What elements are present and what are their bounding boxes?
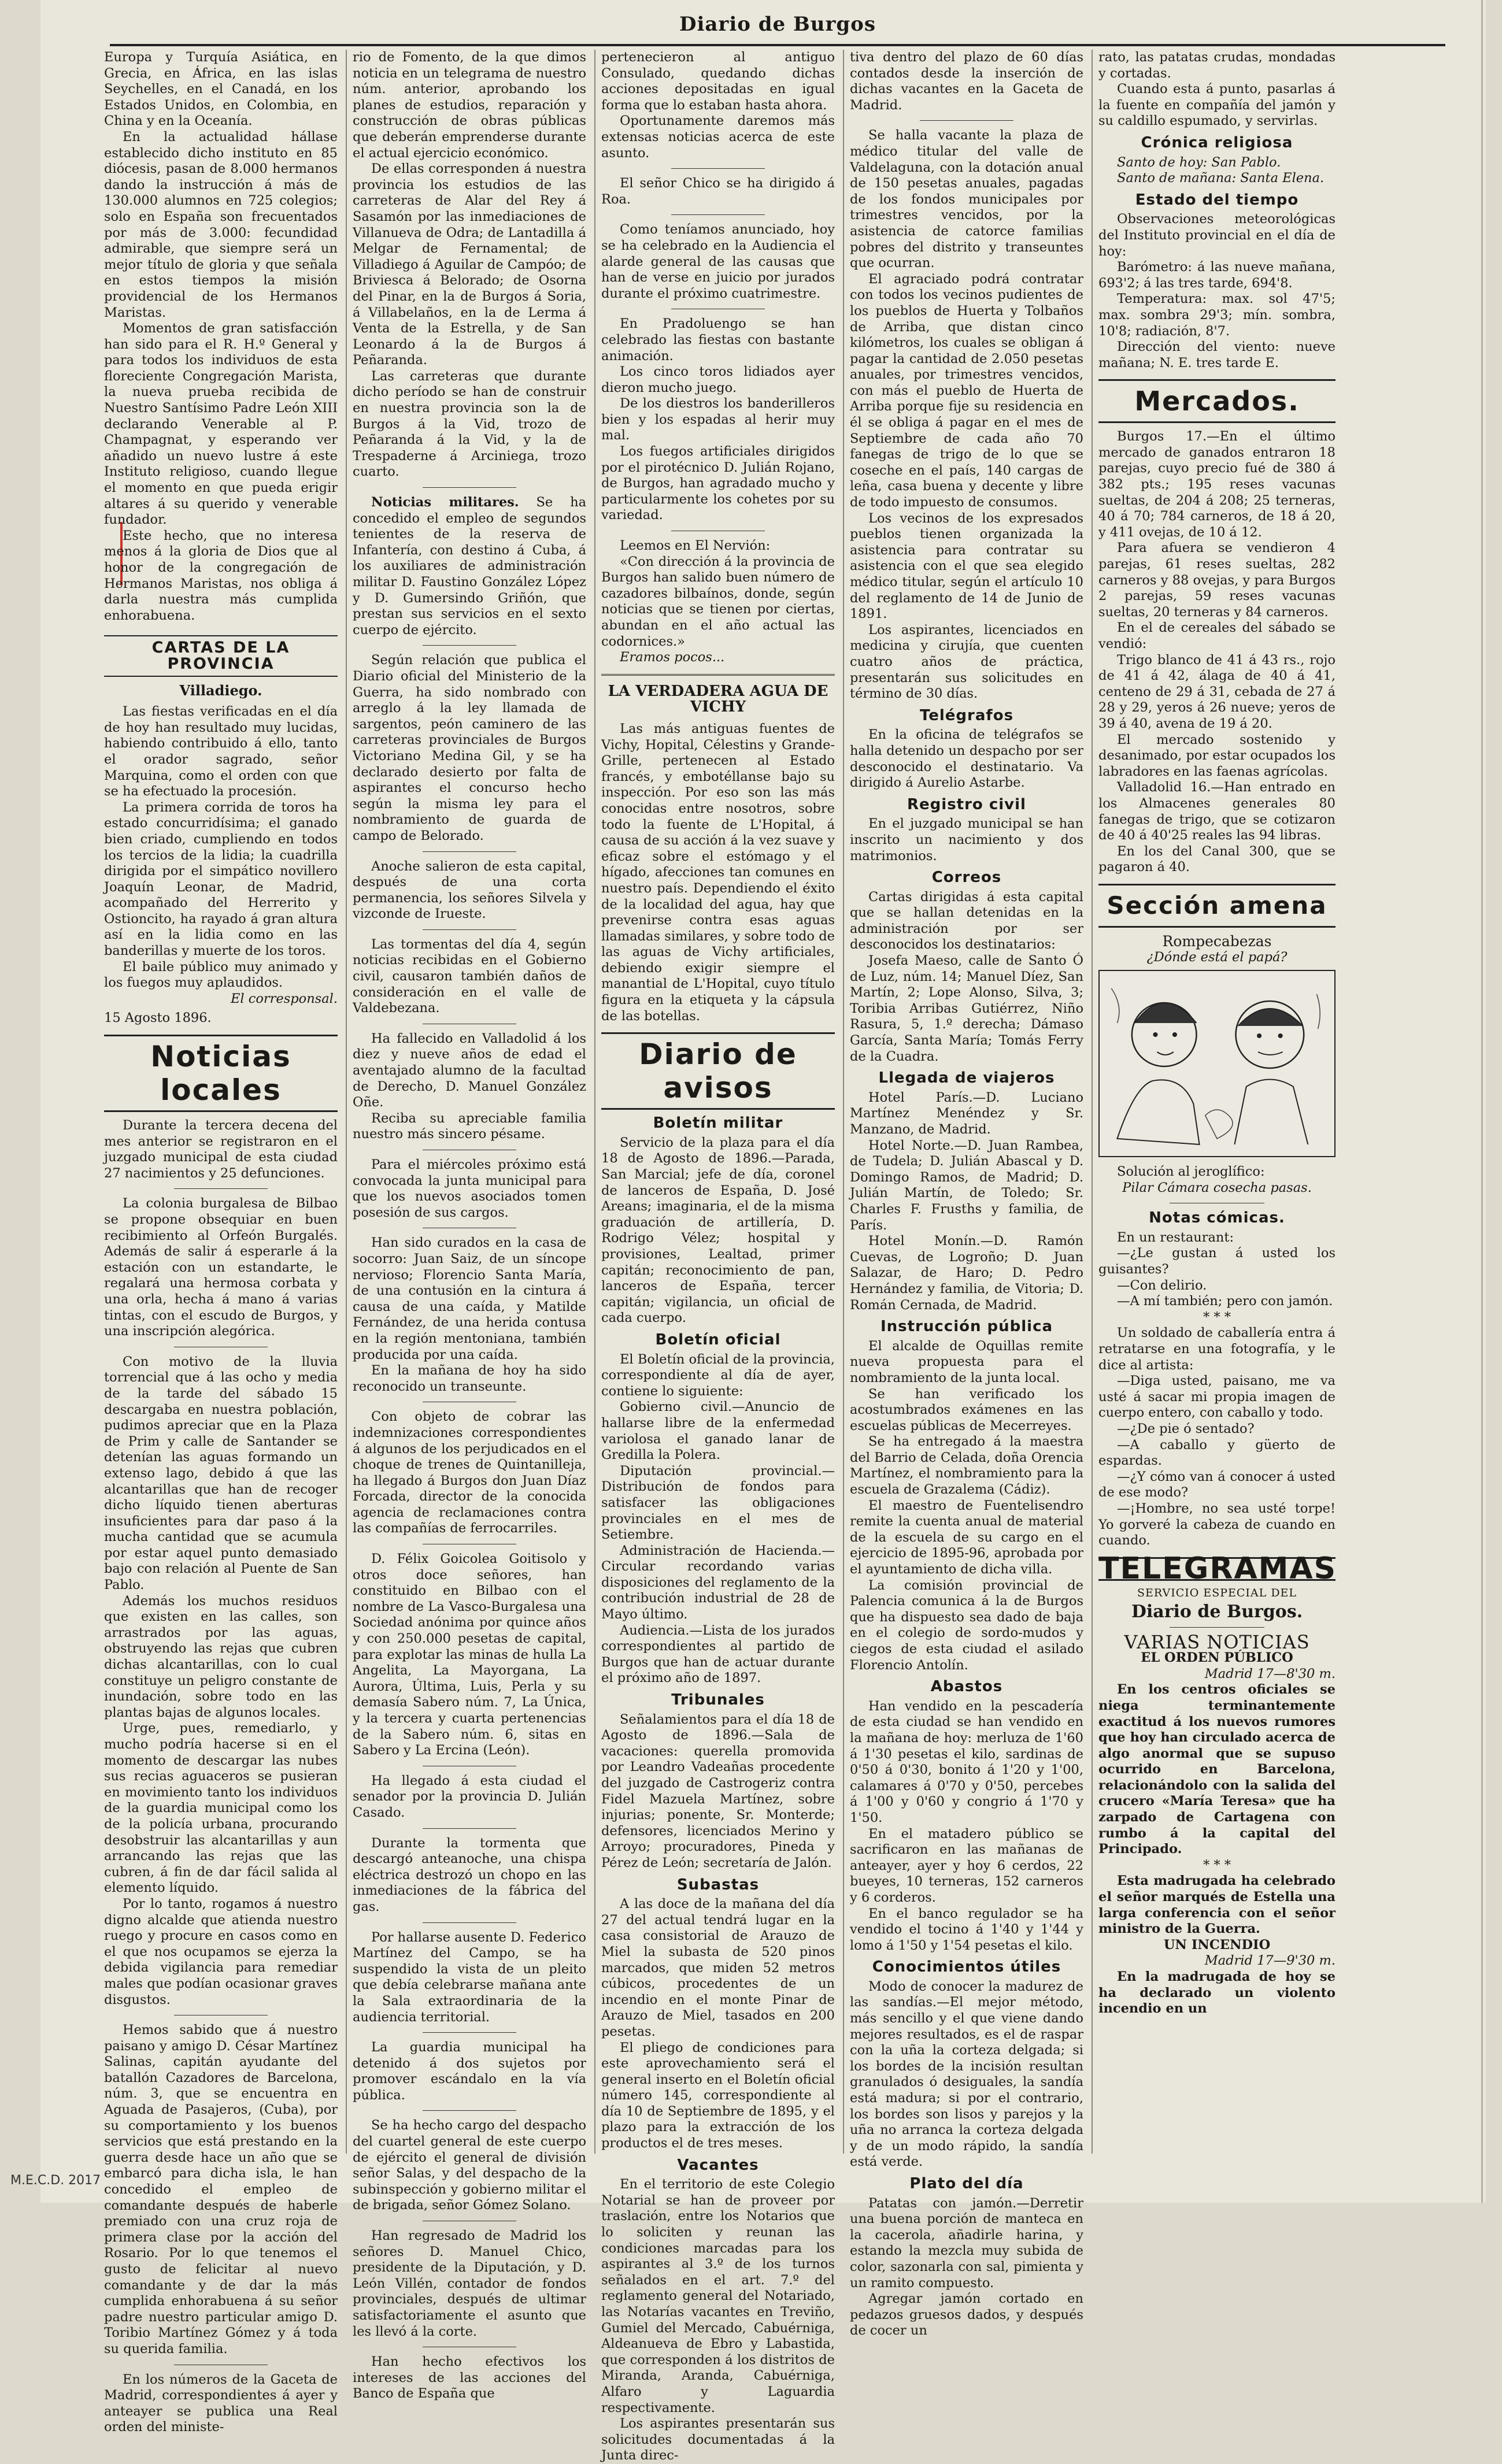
- paragraph: El alcalde de Oquillas remite nueva propuesta para el nombramiento de la junta local.: [850, 1338, 1083, 1385]
- archive-credit: M.E.C.D. 2017: [10, 2173, 101, 2188]
- paragraph: En la actualidad hállase establecido dicho instituto en 85 diócesis, pasan de 8.000 hermanos dando la instrucción á más de 130.000 alumnos en 725 colegios; solo en España son frecuentados por más de 3.000: fecundidad admirable, que siempre será un mejor título de gloria y que señala en estos tiempos la misión providencial de los Hermanos Maristas.: [104, 129, 338, 320]
- orden-publico: EL ORDEN PÚBLICO: [1141, 1650, 1293, 1666]
- subheading-abastos: Abastos: [930, 1678, 1003, 1696]
- section-heading-diario-avisos: Diario de avisos: [601, 1032, 835, 1110]
- paragraph: Servicio de la plaza para el día 18 de Agosto de 1896.—Parada, San Marcial; jefe de día, coronel de lanceros de España, D. José Areans; imaginaria, el de la misma graduación de artillería, D. Rodrigo Vélez; hospital y provisiones, Lealtad, primer capitán; reconocimiento de pan, lanceros de España, tercer capitán; vigilancia, un oficial de cada cuerpo.: [601, 1135, 835, 1326]
- divider: [423, 487, 516, 488]
- paragraph: El mercado sostenido y desanimado, por estar ocupados los labradores en las faenas agrícolas.: [1098, 732, 1335, 779]
- paragraph: Santo de mañana: Santa Elena.: [1117, 171, 1325, 186]
- section-heading-noticias-locales: Noticias locales: [104, 1035, 338, 1112]
- paragraph: El maestro de Fuentelisendro remite la cuenta anual de material de la escuela de su cargo en el ejercicio de 1895-96, aprobada por el ayuntamiento de dicha villa.: [850, 1498, 1083, 1577]
- column-rule: [346, 50, 347, 2154]
- paragraph: Por hallarse ausente D. Federico Martínez del Campo, se ha suspendido la vista de un pleito que debía celebrarse mañana ante la Sala extraordinaria de la audiencia territorial.: [353, 1929, 586, 2025]
- paragraph: D. Félix Goicolea Goitisolo y otros doce señores, han constituido en Bilbao con el nombre de La Vasco-Burgalesa una Sociedad anónima por quince años y con 250.000 pesetas de capital, para explotar las minas de hulla La Angelita, La Mayorgana, La Aurora, Última, Luis, Perla y su demasía Sabero núm. 7, La Única, y la tercera y cuarta pertenencias de la Sabero núm. 6, sitas en Sabero y La Ercina (León).: [353, 1551, 586, 1758]
- paragraph: En un restaurant:: [1117, 1229, 1234, 1245]
- column-rule: [594, 50, 595, 2154]
- paragraph: Se ha entregado á la maestra del Barrio de Celada, doña Orencia Martínez, el nombramiento para la escuela de Grazalema (Cádiz).: [850, 1434, 1083, 1498]
- incendio-heading: UN INCENDIO: [1163, 1937, 1271, 1952]
- paragraph: —A caballo y güerto de espardas.: [1098, 1437, 1335, 1469]
- paragraph: El baile público muy animado y los fuegos muy aplaudidos.: [104, 959, 338, 991]
- paragraph: Hotel Norte.—D. Juan Rambea, de Tudela; D. Julián Abascal y D. Domingo Ramos, de Madrid; D. Julián Martín, de Toledo; Sr. Charles F. Frusths y familia, de París.: [850, 1137, 1083, 1233]
- subheading-vacantes: Vacantes: [677, 2156, 759, 2174]
- paragraph: La guardia municipal ha detenido á dos sujetos por promover escándalo en la vía pública.: [353, 2040, 586, 2103]
- paragraph: Observaciones meteorológicas del Instituto provincial en el día de hoy:: [1098, 212, 1335, 259]
- paragraph: En el banco regulador se ha vendido el tocino á 1'40 y 1'44 y lomo á 1'50 y 1'54 pesetas el kilo.: [850, 1906, 1083, 1953]
- paragraph: En el de cereales del sábado se vendió:: [1098, 620, 1335, 651]
- subheading-boletin-oficial: Boletín oficial: [655, 1331, 781, 1348]
- column-5: [1098, 50, 1335, 2154]
- dateline: 15 Agosto 1896.: [104, 1010, 212, 1026]
- paragraph: Diputación provincial.—Distribución de fondos para satisfacer las obligaciones provinciales en el mes de Setiembre.: [601, 1463, 835, 1543]
- section-heading-cartas: CARTAS DE LA PROVINCIA: [104, 635, 338, 676]
- paragraph: Han hecho efectivos los intereses de las acciones del Banco de España que: [353, 2354, 586, 2402]
- dateline: Madrid 17—8'30 m.: [1204, 1666, 1335, 1681]
- paragraph: Eramos pocos...: [620, 650, 725, 665]
- paragraph: Agregar jamón cortado en pedazos gruesos dados, y después de cocer un: [850, 2291, 1083, 2339]
- paragraph: Esta madrugada ha celebrado el señor marqués de Estella una larga conferencia con el señor ministro de la Guerra.: [1098, 1873, 1335, 1937]
- paragraph: Cartas dirigidas á esta capital que se hallan detenidas en la administración por ser desconocidos los destinatarios:: [850, 889, 1083, 953]
- subheading-tribunales: Tribunales: [671, 1691, 765, 1709]
- paragraph: Dirección del viento: nueve mañana; N. E. tres tarde E.: [1098, 339, 1335, 370]
- divider: [423, 851, 516, 852]
- paragraph: «Con dirección á la provincia de Burgos han salido buen número de cazadores bilbaínos, donde, según noticias que se tienen por ciertas, abundan en el año actual las codornices.»: [601, 554, 835, 649]
- paragraph: Han regresado de Madrid los señores D. Manuel Chico, presidente de la Diputación, y D. León Villén, contador de fondos provinciales, después de ultimar satisfactoriamente el asunto que les llevó á la corte.: [353, 2228, 586, 2339]
- paragraph: En los centros oficiales se niega terminantemente exactitud á los nuevos rumores que hoy han circulado acerca de algo anormal que se supuso ocurrido en Barcelona, relacionándolo con la salida del crucero «María Teresa» que ha zarpado de Cartagena con rumbo á la capital del Principado.: [1098, 1682, 1335, 1857]
- page-crease: [1481, 0, 1483, 2203]
- section-heading-mercados: Mercados.: [1098, 379, 1335, 423]
- vichy-heading: LA VERDADERA AGUA DE VICHY: [608, 682, 828, 716]
- paragraph: Administración de Hacienda.—Circular recordando varias disposiciones del reglamento de la contribución industrial de 28 de Mayo último.: [601, 1543, 835, 1622]
- paragraph: Durante la tormenta que descargó anteanoche, una chispa eléctrica destrozó un chopo en las inmediaciones de la fábrica del gas.: [353, 1835, 586, 1914]
- paragraph: Señalamientos para el día 18 de Agosto de 1896.—Sala de vacaciones: querella promovida por Leandro Vadeañas procedente del juzgado de Castrogeriz contra Fidel Mazuela Martínez, sobre injurias; ponente, Sr. Monterde; defensores, licenciados Merino y Arroyo; procuradores, Pineda y Pérez de León; secretaría de Jalón.: [601, 1711, 835, 1870]
- paragraph: Hotel Monín.—D. Ramón Cuevas, de Logroño; D. Juan Salazar, de Haro; D. Pedro Hernández y familia, de Vitoria; D. Román Cernada, de Madrid.: [850, 1233, 1083, 1313]
- paragraph: —A mí también; pero con jamón.: [1117, 1294, 1333, 1309]
- divider: [423, 929, 516, 930]
- paragraph: Urge, pues, remediarlo, y mucho podría hacerse si en el momento de descargar las nubes sus recias aguaceros se pusieran en movimiento tanto los individuos de la guardia municipal como los de la policía urbana, procurando desobstruir las alcantarillas y aun arrancando las rejas que las cubren, á fin de dar fácil salida al elemento líquido.: [104, 1721, 338, 1896]
- column-1: [104, 50, 338, 2435]
- paragraph: A las doce de la mañana del día 27 del actual tendrá lugar en la casa consistorial de Arauzo de Miel la subasta de 520 pinos marcados, que miden 52 metros cúbicos, procedentes de un incendio en el monte Pinar de Arauzo de Miel, tasados en 200 pesetas.: [601, 1896, 835, 2039]
- paragraph: En los números de la Gaceta de Madrid, correspondientes á ayer y anteayer se publica una Real orden del ministe-: [104, 2372, 338, 2435]
- paragraph: Gobierno civil.—Anuncio de hallarse libre de la enfermedad variolosa el ganado lanar de Gredilla la Polera.: [601, 1399, 835, 1463]
- paragraph: Cuando esta á punto, pasarlas á la fuente en compañía del jamón y su caldillo espumado, y servirlas.: [1098, 81, 1335, 129]
- paragraph: La colonia burgalesa de Bilbao se propone obsequiar en buen recibimiento al Orfeón Burgalés. Además de salir á esperarle á la estación con un estandarte, le regalará una hermosa corbata y una orla, hecha á mano á varias tintas, con el escudo de Burgos, y una inscripción alegórica.: [104, 1196, 338, 1339]
- section-heading-telegramas: TELEGRAMAS: [1098, 1551, 1337, 1586]
- paragraph: Audiencia.—Lista de los jurados correspondientes al partido de Burgos que han de actuar durante el próximo año de 1897.: [601, 1622, 835, 1686]
- subheading-estado-tiempo: Estado del tiempo: [1135, 191, 1299, 209]
- puzzle-drawing-icon: [1100, 971, 1334, 1156]
- paragraph: En los del Canal 300, que se pagaron á 40.: [1098, 843, 1335, 875]
- paragraph: Anoche salieron de esta capital, después de una corta permanencia, los señores Silvela y vizconde de Irueste.: [353, 858, 586, 922]
- diario-de-burgos: Diario de Burgos.: [1131, 1601, 1303, 1622]
- paragraph: Un soldado de caballería entra á retratarse en una fotografía, y le dice al artista:: [1098, 1325, 1335, 1373]
- paragraph: Barómetro: á las nueve mañana, 693'2; á las tres tarde, 694'8.: [1098, 260, 1335, 291]
- divider: [423, 2110, 516, 2111]
- puzzle-illustration: [1098, 970, 1335, 1157]
- paragraph: Solución al jeroglífico:: [1117, 1164, 1265, 1180]
- paragraph: En Pradoluengo se han celebrado las fiestas con bastante animación.: [601, 316, 835, 364]
- subheading-notas-comicas: Notas cómicas.: [1149, 1209, 1285, 1227]
- paragraph: —¡Hombre, no sea usté torpe! Yo gorveré la cabeza de cuando en cuando.: [1098, 1500, 1335, 1548]
- divider: [423, 2032, 516, 2033]
- paragraph: En la madrugada de hoy se ha declarado un violento incendio en un: [1098, 1969, 1335, 2017]
- paragraph: Europa y Turquía Asiática, en Grecia, en África, en las islas Seychelles, en el Canadá, en los Estados Unidos, en Colombia, en China y en la Oceanía.: [104, 50, 338, 129]
- subheading-instruccion-publica: Instrucción pública: [880, 1318, 1053, 1336]
- divider: [920, 120, 1013, 121]
- militares-text: Se ha concedido el empleo de segundos tenientes de la reserva de Infantería, con destino á Cuba, á los auxiliares de administración militar D. Faustino González López y D. Gumersindo Griñón, que prestan sus servicios en el sexto cuerpo de ejército.: [353, 495, 586, 638]
- subheading-telegrafos: Telégrafos: [919, 706, 1014, 724]
- paragraph: Modo de conocer la madurez de las sandías.—El mejor método, más sencillo y el que viene dando mejores resultados, es el de raspar con la uña la corteza delgada; si los bordes de la incisión resultan granulados ó desiguales, la sandía está madura; si por el contrario, los bordes son lisos y parejos y la uña no arranca la corteza delgada y de un modo rápido, la sandía está verde.: [850, 1978, 1083, 2170]
- varias-noticias: VARIAS NOTICIAS: [1124, 1631, 1310, 1653]
- paragraph: En la oficina de telégrafos se halla detenido un despacho por ser desconocido el destinatario. Va dirigido á Aurelio Astarbe.: [850, 727, 1083, 791]
- divider: [671, 168, 765, 169]
- column-4: [850, 50, 1083, 2339]
- divider: [671, 214, 765, 215]
- paragraph: tiva dentro del plazo de 60 días contados desde la inserción de dichas vacantes en la Gaceta de Madrid.: [850, 50, 1083, 113]
- subheading-plato-del-dia: Plato del día: [909, 2175, 1024, 2192]
- rompecabezas-title: Rompecabezas: [1162, 932, 1272, 950]
- servicio-especial: SERVICIO ESPECIAL DEL: [1137, 1587, 1297, 1600]
- subheading-villadiego: Villadiego.: [179, 681, 262, 699]
- paragraph: Las fiestas verificadas en el día de hoy han resultado muy lucidas, habiendo contribuido á ello, tanto el orador sagrado, señor Marquina, como el orden con que se ha efectuado la procesión.: [104, 704, 338, 799]
- paragraph: Burgos 17.—En el último mercado de ganados entraron 18 parejas, cuyo precio fué de 380 á 382 pts.; 195 reses vacunas sueltas, de 204 á 208; 25 terneras, 40 á 70; 784 carneros, de 18 á 20, y 411 ovejas, de 10 á 12.: [1098, 429, 1335, 540]
- divider: [1170, 1627, 1264, 1628]
- paragraph: —¿Le gustan á usted los guisantes?: [1098, 1246, 1335, 1277]
- paragraph: El señor Chico se ha dirigido á Roa.: [601, 176, 835, 207]
- paragraph: rato, las patatas crudas, mondadas y cortadas.: [1098, 50, 1335, 81]
- subheading-correos: Correos: [931, 869, 1002, 887]
- section-heading-seccion-amena: Sección amena: [1098, 884, 1335, 928]
- paragraph: Los cinco toros lidiados ayer dieron mucho juego.: [601, 364, 835, 395]
- paragraph: —¿Y cómo van á conocer á usted de ese modo?: [1098, 1469, 1335, 1500]
- newspaper-page: [40, 0, 1486, 2463]
- paragraph: Se ha hecho cargo del despacho del cuartel general de este cuerpo de ejército el general de división señor Salas, y del despacho de la subinspección y gobierno militar el de brigada, señor Gómez Solano.: [353, 2118, 586, 2213]
- paragraph: Las más antiguas fuentes de Vichy, Hopital, Célestins y Grande-Grille, pertenecen al Estado francés, y embotéllanse bajo su inspección. Por eso son las más conocidas entre nosotros, sobre todo la fuente de L'Hopital, á causa de su acción á la vez suave y eficaz sobre el estómago y el hígado, afecciones tan comunes en nuestro país. Dependiendo el éxito de la localidad del agua, hay que prevenirse contra esas aguas llamadas similares, y sobre todo de las aguas de Vichy artificiales, debiendo exigir siempre el manantial de L'Hopital, cuyo título figura en la etiqueta y la cápsula de las botellas.: [601, 721, 835, 1024]
- paragraph: Por lo tanto, rogamos á nuestro digno alcalde que atienda nuestro ruego y procure en casos como en el que nos ocupamos se ejerza la debida vigilancia para remediar males que podían ocasionar graves disgustos.: [104, 1896, 338, 2007]
- paragraph: Con objeto de cobrar las indemnizaciones correspondientes á algunos de los perjudicados en el choque de trenes de Quintanilleja, ha llegado á Burgos don Juan Díaz Forcada, director de la conocida agencia de reclamaciones contra las compañías de ferrocarriles.: [353, 1409, 586, 1536]
- paragraph: Según relación que publica el Diario oficial del Ministerio de la Guerra, ha sido nombrado con arreglo á la ley llamada de sargentos, peón caminero de las carreteras provinciales de Burgos Victoriano Medina Gil, y se ha declarado desierto por falta de aspirantes el concurso hecho según la misma ley para el nombramiento de guarda de campo de Belorado.: [353, 653, 586, 843]
- paragraph: Hotel París.—D. Luciano Martínez Menéndez y Sr. Manzano, de Madrid.: [850, 1090, 1083, 1137]
- paragraph: Temperatura: max. sol 47'5; max. sombra 29'3; mín. sombra, 10'8; radiación, 8'7.: [1098, 291, 1335, 339]
- divider: [423, 1922, 516, 1923]
- paragraph: Pilar Cámara cosecha pasas.: [1122, 1180, 1312, 1195]
- paragraph: En el matadero público se sacrificaron en las mañanas de anteayer, ayer y hoy 6 cerdos, 22 bueyes, 10 terneras, 152 carneros y 6 corderos.: [850, 1826, 1083, 1905]
- asterism: * * *: [1203, 1857, 1231, 1873]
- paragraph: Los aspirantes, licenciados en medicina y cirujía, que cuenten cuatro años de práctica, presentarán sus solicitudes en término de 30 días.: [850, 622, 1083, 702]
- militares-title: Noticias militares.: [371, 495, 519, 510]
- subheading-subastas: Subastas: [676, 1876, 760, 1894]
- paragraph: Ha llegado á esta ciudad el senador por la provincia D. Julián Casado.: [353, 1773, 586, 1820]
- asterism: * * *: [1203, 1309, 1231, 1325]
- paragraph: La primera corrida de toros ha estado concurridísima; el ganado bien criado, cumpliendo en todos los tercios de la lidia; la cuadrilla dirigida por el simpático novillero Joaquín Leonar, de Madrid, acompañado del Herrerito y Ostioncito, ha rayado á gran altura así en la lidia como en las banderillas y muerte de los toros.: [104, 799, 338, 959]
- paragraph: El agraciado podrá contratar con todos los vecinos pudientes de los pueblos de Huerta y Tolbaños de Arriba, que distan cinco kilómetros, los cuales se obligan á pagar la cantidad de 2.050 pesetas anuales, por trimestres vencidos, con más el pueblo de Huerta de Arriba porque fije su residencia en él se obliga á pagar en el mes de Septiembre de cada año 70 fanegas de trigo de lo que se coseche en el país, 140 cargas de leña, casa buena y decente y libre de todo impuesto de consumos.: [850, 271, 1083, 510]
- subheading-registro-civil: Registro civil: [907, 795, 1026, 813]
- masthead-title: Diario de Burgos: [679, 13, 876, 36]
- paragraph: Reciba su apreciable familia nuestro más sincero pésame.: [353, 1110, 586, 1142]
- signature: El corresponsal.: [230, 991, 338, 1006]
- paragraph: Han sido curados en la casa de socorro: Juan Saiz, de un síncope nervioso; Florencio Santa María, de una contusión en la cintura á causa de una caída, y Matilde Fernández, de una herida contusa en la región mentoniana, también producida por una caída.: [353, 1235, 586, 1362]
- paragraph: Josefa Maeso, calle de Santo Ó de Luz, núm. 14; Manuel Díez, San Martín, 2; Lope Alonso, Silva, 3; Toribia Arribas Gutiérrez, Niño Rasura, 5, 1.º derecha; Dámaso García, Santa María; Tomás Ferry de la Cuadra.: [850, 953, 1083, 1064]
- paragraph: El Boletín oficial de la provincia, correspondiente al día de ayer, contiene lo siguiente:: [601, 1351, 835, 1399]
- paragraph: Patatas con jamón.—Derretir una buena porción de manteca en la cacerola, añadirle harina, y estando la mezcla muy subida de color, sazonarla con sal, pimienta y un ramito compuesto.: [850, 2195, 1083, 2291]
- paragraph: Los aspirantes presentarán sus solicitudes documentadas á la Junta direc-: [601, 2416, 835, 2463]
- paragraph: De los diestros los banderilleros bien y los espadas al herir muy mal.: [601, 396, 835, 443]
- paragraph: Los vecinos de los expresados pueblos tienen organizada la asistencia para contratar su asistencia con el que sea elegido médico titular, según el artículo 10 del reglamento de 14 de Junio de 1891.: [850, 510, 1083, 622]
- paragraph: Durante la tercera decena del mes anterior se registraron en el juzgado municipal de esta ciudad 27 nacimientos y 25 defunciones.: [104, 1118, 338, 1181]
- paragraph: De ellas corresponden á nuestra provincia los estudios de las carreteras de Alar del Rey á Sasamón por las inmediaciones de Villanueva de Odra; de Lantadilla á Melgar de Fernamental; de Villadiego á Aguilar de Campóo; de Briviesca á Belorado; de Osorna del Pinar, en la de Burgos á Soria, á Villabelaños, en la de Lerma á Venta de la Estrella, y de San Leonardo á la de Burgos á Peñaranda.: [353, 161, 586, 368]
- column-2: [353, 50, 586, 2402]
- column-rule: [843, 50, 844, 2154]
- rompecabezas-caption: ¿Dónde está el papá?: [1146, 949, 1288, 965]
- paragraph: Trigo blanco de 41 á 43 rs., rojo de 41 á 42, álaga de 40 á 41, centeno de 29 á 31, cebada de 27 á 28 y 29, yeros á 26 nueve; yeros de 39 á 40, avena de 19 á 20.: [1098, 652, 1335, 731]
- double-divider: [601, 674, 835, 676]
- paragraph: En el territorio de este Colegio Notarial se han de proveer por traslación, entre los Notarios que lo soliciten y reunan las condiciones marcadas para los aspirantes al 3.º de los turnos señalados en el art. 7.º del reglamento general del Notariado, las Notarías vacantes en Treviño, Gumiel del Mercado, Cabuérniga, Aldeanueva de Ebro y Labastida, que corresponden á los distritos de Miranda, Aranda, Cabuérniga, Alfaro y Laguardia respectivamente.: [601, 2177, 835, 2415]
- column-rule: [1092, 50, 1093, 2154]
- paragraph: Para el miércoles próximo está convocada la junta municipal para que los nuevos asociados tomen posesión de sus cargos.: [353, 1157, 586, 1220]
- paragraph: Hemos sabido que á nuestro paisano y amigo D. César Martínez Salinas, capitán ayudante del batallón Cazadores de Barcelona, núm. 3, que se encuentra en Aguada de Pasajeros, (Cuba), por su comportamiento y los buenos servicios que está prestando en la guerra desde hace un año que se embarcó para dicha isla, le han concedido el empleo de comandante después de haberle premiado con una cruz roja de primera clase por la acción del Rosario. Por lo que tenemos el gusto de felicitar al nuevo comandante y de dar la más cumplida enhorabuena á su señor padre nuestro particular amigo D. Toribio Martínez Gómez y á toda su querida familia.: [104, 2022, 338, 2356]
- paragraph: En el juzgado municipal se han inscrito un nacimiento y dos matrimonios.: [850, 816, 1083, 864]
- paragraph: Los fuegos artificiales dirigidos por el pirotécnico D. Julián Rojano, de Burgos, han agradado mucho y particularmente los cohetes por su variedad.: [601, 444, 835, 523]
- paragraph: —¿De pie ó sentado?: [1117, 1421, 1255, 1436]
- paragraph: pertenecieron al antiguo Consulado, quedando dichas acciones depositadas en igual forma que lo estaban hasta ahora.: [601, 50, 835, 113]
- subheading-llegada-viajeros: Llegada de viajeros: [878, 1069, 1055, 1087]
- divider: [423, 1828, 516, 1829]
- subheading-cronica-religiosa: Crónica religiosa: [1141, 134, 1293, 151]
- subheading-conocimientos: Conocimientos útiles: [872, 1958, 1061, 1976]
- paragraph: Leemos en El Nervión:: [620, 538, 771, 554]
- paragraph: Este hecho, que no interesa menos á la gloria de Dios que al honor de la congregación de Hermanos Maristas, nos obliga á darla nuestra más cumplida enhorabuena.: [104, 528, 338, 623]
- paragraph: Se han verificado los acostumbrados exámenes en las escuelas públicas de Mecerreyes.: [850, 1386, 1083, 1433]
- paragraph: rio de Fomento, de la que dimos noticia en un telegrama de nuestro núm. anterior, aprobando los planes de estudios, reparación y construcción de obras públicas que deberán emprenderse durante el actual ejercicio económico.: [353, 50, 586, 161]
- paragraph: Se halla vacante la plaza de médico titular del valle de Valdelaguna, con la dotación anual de 150 pesetas anuales, pagadas de los fondos municipales por trimestres vencidos, por la asistencia de catorce familias pobres del distrito y transeuntes que ocurran.: [850, 128, 1083, 271]
- paragraph: Con motivo de la lluvia torrencial que á las ocho y media de la tarde del sábado 15 descargaba en nuestra población, pudimos apreciar que en la Plaza de Prim y calle de Santander se detenían las aguas formando un extenso lago, debido á que las alcantarillas que han de recoger dicho líquido tienen aberturas insuficientes para dar paso á la mucha cantidad que se acumula por estar aquel punto demasiado bajo con relación al Puente de San Pablo.: [104, 1354, 338, 1593]
- paragraph: Para afuera se vendieron 4 parejas, 61 reses sueltas, 282 carneros y 88 ovejas, y para Burgos 2 parejas, 59 reses vacunas sueltas, 20 terneras y 84 carneros.: [1098, 540, 1335, 620]
- divider: [174, 1188, 268, 1189]
- paragraph: Momentos de gran satisfacción han sido para el R. H.º General y para todos los individuos de esta floreciente Congregación Marista, la nueva prueba recibida de Nuestro Santísimo Padre León XIII declarando Venerable al P. Champagnat, y esperando ver añadido un nuevo lustre á este Instituto religioso, cuando llegue el momento en que pueda erigir altares á su querido y venerable fundador.: [104, 321, 338, 528]
- paragraph-militares: [353, 495, 586, 638]
- subheading-boletin-militar: Boletín militar: [653, 1114, 783, 1132]
- paragraph: Como teníamos anunciado, hoy se ha celebrado en la Audiencia el alarde general de las causas que han de verse en juicio por jurados durante el próximo cuatrimestre.: [601, 222, 835, 301]
- column-3: [601, 50, 835, 2463]
- paragraph: Valladolid 16.—Han entrado en los Almacenes generales 80 fanegas de trigo, que se cotizaron de 40 á 40'25 reales las 94 libras.: [1098, 780, 1335, 843]
- paragraph: La comisión provincial de Palencia comunica á la de Burgos que ha dispuesto sea dado de baja en el colegio de sordo-mudos y ciegos de esta ciudad el asilado Florencio Antolín.: [850, 1577, 1083, 1673]
- paragraph: Santo de hoy: San Pablo.: [1117, 154, 1281, 170]
- divider: [423, 645, 516, 646]
- paragraph: En la mañana de hoy ha sido reconocido un transeunte.: [353, 1363, 586, 1394]
- paragraph: —Diga usted, paisano, me va usté á sacar mi propia imagen de cuerpo entero, con caballo y todo.: [1098, 1373, 1335, 1421]
- paragraph: —Con delirio.: [1117, 1277, 1207, 1293]
- paragraph: Han vendido en la pescadería de esta ciudad se han vendido en la mañana de hoy: merluza de 1'60 á 1'30 pesetas el kilo, sardinas de 0'50 á 0'30, bonito á 1'20 y 1'00, calamares á 0'70 y 0'50, percebes á 1'00 y 0'60 y congrio á 1'70 y 1'50.: [850, 1698, 1083, 1825]
- paragraph: El pliego de condiciones para este aprovechamiento será el general inserto en el Boletín oficial número 145, correspondiente al día 10 de Septiembre de 1895, y el plazo para la extracción de los productos el de tres meses.: [601, 2040, 835, 2151]
- dateline: Madrid 17—9'30 m.: [1204, 1953, 1335, 1969]
- paragraph: Ha fallecido en Valladolid á los diez y nueve años de edad el aventajado alumno de la facultad de Derecho, D. Manuel González Oñe.: [353, 1031, 586, 1110]
- paragraph: Las tormentas del día 4, según noticias recibidas en el Gobierno civil, causaron también daños de consideración en el valle de Valdebezana.: [353, 936, 586, 1016]
- paragraph: Además los muchos residuos que existen en las calles, son arrastrados por las aguas, obstruyendo las rejas que cubren dichas alcantarillas, con lo cual constituye un peligro constante de inundación, sobre todo en las plantas bajas de algunos locales.: [104, 1593, 338, 1720]
- masthead: [110, 8, 1445, 46]
- paragraph: Las carreteras que durante dicho período se han de construir en nuestra provincia son la de Burgos á la Vid, trozo de Peñaranda á la Vid, y la de Trespaderne á Arciniega, trozo cuarto.: [353, 368, 586, 480]
- paragraph: Oportunamente daremos más extensas noticias acerca de este asunto.: [601, 113, 835, 161]
